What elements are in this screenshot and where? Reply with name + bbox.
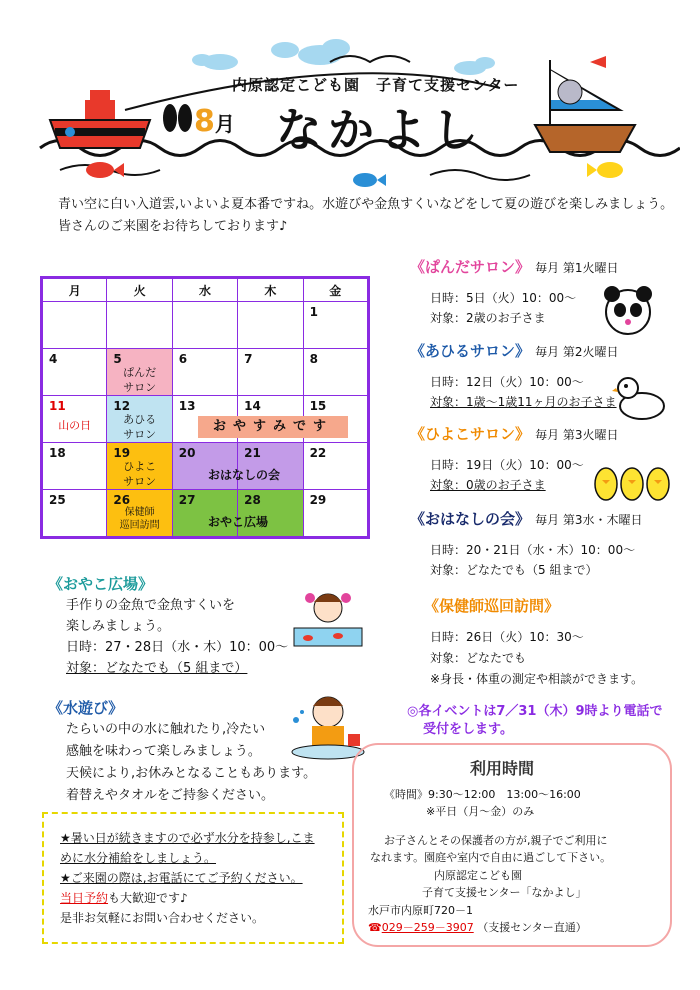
- oyako-calendar-label: おやこ広場: [208, 515, 269, 529]
- panda-salon-section: [410, 256, 690, 277]
- ohanashi-section: [410, 508, 690, 529]
- calendar-cell-holiday: [42, 396, 107, 443]
- usage-desc-2: なれます。園庭や室内で自由に過ごして下さい。: [370, 851, 612, 864]
- month-label: [194, 104, 235, 139]
- calendar-cell: [42, 443, 107, 490]
- hoken-target: 対象：どなたでも: [430, 651, 527, 665]
- hiyoko-salon-frequency: 毎月 第3火曜日: [535, 428, 619, 442]
- fish-icon: [86, 162, 124, 178]
- hoken-date: 日時：26日（火）10：30～: [430, 630, 584, 644]
- usage-title: 利用時間: [470, 759, 535, 778]
- calendar-week: [42, 302, 369, 349]
- day-number: 1: [309, 305, 318, 319]
- mizu-line-2: 感触を味わって楽しみましょう。: [66, 744, 261, 759]
- ohanashi-title: 《おはなしの会》: [410, 510, 531, 528]
- day-number: 19: [113, 446, 131, 460]
- day-number: 13: [178, 399, 196, 413]
- calendar-cell: [172, 349, 237, 396]
- usage-phone: 029－259－3907: [381, 921, 474, 934]
- ahiru-salon-title: 《あひるサロン》: [410, 342, 531, 360]
- oyako-target: 対象：どなたでも（5 組まで）: [66, 661, 248, 676]
- ohanashi-date: 日時：20・21日（水・木）10：00～: [430, 543, 636, 557]
- usage-phone-note: （支援センター直通）: [477, 921, 587, 934]
- day-number: 18: [49, 446, 66, 460]
- calendar-cell: [107, 302, 172, 349]
- calendar-cell-panda-salon: [107, 349, 172, 396]
- weekday-fri: 金: [303, 278, 368, 302]
- calendar-cell: [303, 349, 368, 396]
- mizu-line-3: 天候により,お休みとなることもあります。: [66, 766, 317, 781]
- weekday-mon: 月: [42, 278, 107, 302]
- month-number: 8: [194, 104, 215, 139]
- hiyoko-salon-section: [410, 423, 690, 444]
- calendar-cell: [303, 302, 368, 349]
- calendar-cell: [172, 302, 237, 349]
- calendar-cell: [42, 490, 107, 538]
- event-label: 保健師 巡回訪問: [119, 507, 160, 531]
- weekday-thu: 木: [238, 278, 303, 302]
- notice-line-4-rest: も大歓迎です♪: [108, 891, 188, 905]
- page-title: なかよし: [276, 103, 484, 157]
- ahiru-salon-date: 日時：12日（火）10：00～: [430, 375, 584, 389]
- day-number: 29: [309, 493, 327, 507]
- usage-desc-1: お子さんとその保護者の方が,親子でご利用に: [384, 834, 608, 847]
- day-number: 26: [113, 493, 131, 507]
- usage-days: ※平日（月～金）のみ: [426, 805, 535, 818]
- calendar-cell: [303, 443, 368, 490]
- ahiru-salon-frequency: 毎月 第2火曜日: [535, 345, 619, 359]
- day-number: 5: [113, 352, 122, 366]
- panda-salon-frequency: 毎月 第1火曜日: [535, 261, 619, 275]
- calendar-cell: [238, 349, 303, 396]
- usage-org-2: 子育て支援センター「なかよし」: [422, 886, 587, 899]
- hoken-note: ※身長・体重の測定や相談ができます。: [430, 672, 644, 686]
- goldfish-scooping-illustration: [288, 588, 368, 654]
- day-number: 28: [244, 493, 261, 507]
- calendar-cell: [303, 490, 368, 538]
- event-label: あひる サロン: [123, 413, 157, 441]
- panda-salon-date: 日時：5日（火）10：00～: [430, 291, 577, 305]
- calendar-cell: [42, 349, 107, 396]
- header-subtitle: 内原認定こども園 子育て支援センター: [232, 76, 520, 94]
- phone-icon: ☎: [368, 921, 382, 934]
- calendar-cell-hoken: [107, 490, 172, 538]
- day-number: 27: [178, 493, 196, 507]
- calendar-cell-hiyoko-salon: [107, 443, 172, 490]
- day-number: 4: [49, 352, 58, 366]
- bird-icon: [330, 56, 410, 62]
- oyako-line-2: 楽しみましょう。: [66, 619, 171, 634]
- usage-hours: 《時間》9:30～12:00 13:00～16:00: [384, 788, 581, 801]
- notice-line-3: ★ご来園の際は,お電話にてご予約ください。: [60, 871, 303, 885]
- panda-salon-target: 対象：2歳のお子さま: [430, 311, 546, 325]
- same-day-reservation: 当日予約: [60, 891, 109, 905]
- penguin-icon: [163, 104, 192, 132]
- mizu-title: 《水遊び》: [48, 699, 124, 717]
- notice-line-4: [60, 888, 315, 908]
- ohanashi-frequency: 毎月 第3水・木曜日: [535, 513, 643, 527]
- mizu-line-1: たらいの中の水に触れたり,冷たい: [66, 722, 266, 737]
- notice-line-5: 是非お気軽にお問い合わせください。: [60, 911, 265, 925]
- calendar-week: [42, 490, 369, 538]
- duck-icon: [612, 372, 668, 422]
- day-number: 12: [113, 399, 131, 413]
- ohanashi-target: 対象：どなたでも（5 組まで）: [430, 563, 598, 577]
- day-number: 20: [178, 446, 196, 460]
- cloud-icon: [271, 39, 350, 65]
- hoken-title: 《保健師巡回訪問》: [424, 597, 560, 615]
- day-number: 8: [309, 352, 318, 366]
- event-label: ぱんだ サロン: [123, 366, 157, 394]
- hiyoko-salon-title: 《ひよこサロン》: [410, 425, 531, 443]
- ship-icon: [50, 90, 150, 148]
- ahiru-salon-target: 対象：1歳～1歳11ヶ月のお子さま: [430, 395, 617, 409]
- calendar-week: [42, 443, 369, 490]
- calendar-header-row: [42, 278, 369, 302]
- day-number: 22: [309, 446, 327, 460]
- hiyoko-salon-date: 日時：19日（火）10：00～: [430, 458, 584, 472]
- panda-icon: [600, 282, 656, 338]
- ahiru-salon-section: [410, 340, 690, 361]
- calendar-week: [42, 349, 369, 396]
- reservation-note-line2: 受付をします。: [423, 722, 513, 737]
- day-number: 25: [49, 493, 66, 507]
- oyako-date: 日時：27・28日（水・木）10：00～: [66, 640, 289, 655]
- calendar-cell-ahiru-salon: [107, 396, 172, 443]
- usage-org-1: 内原認定こども園: [434, 869, 522, 882]
- weekday-tue: 火: [107, 278, 172, 302]
- day-number: 14: [244, 399, 261, 413]
- reservation-note: [407, 703, 663, 739]
- intro-text: 青い空に白い入道雲,いよいよ夏本番ですね。水遊びや金魚すくいなどをして夏の遊びを楽しみましょう。皆さんのご来園をお待ちしております♪: [58, 197, 674, 234]
- day-number: 11: [49, 399, 66, 413]
- holiday-banner: おやすみです: [198, 416, 348, 438]
- notice-text: [60, 828, 315, 928]
- sailboat-icon: [535, 56, 635, 152]
- chick-icon: [592, 460, 672, 504]
- day-number: 7: [244, 352, 253, 366]
- weekday-wed: 水: [172, 278, 237, 302]
- ohanashi-calendar-label: おはなしの会: [208, 468, 281, 482]
- day-number: 21: [244, 446, 261, 460]
- notice-line-1: ★暑い日が続きますので必ず水分を持参し,こま: [60, 831, 315, 845]
- day-number: 15: [309, 399, 327, 413]
- oyako-line-1: 手作りの金魚で金魚すくいを: [66, 598, 236, 613]
- calendar-cell: [42, 302, 107, 349]
- holiday-label: 山の日: [58, 419, 92, 432]
- notice-line-2: めに水分補給をしましょう。: [60, 851, 217, 865]
- panda-salon-title: 《ぱんだサロン》: [410, 258, 531, 276]
- month-unit: 月: [214, 112, 235, 136]
- hiyoko-salon-target: 対象：0歳のお子さま: [430, 478, 546, 492]
- calendar-cell: [238, 302, 303, 349]
- oyako-title: 《おやこ広場》: [48, 575, 154, 593]
- day-number: 6: [178, 352, 188, 366]
- usage-phone-row: [368, 919, 587, 936]
- reservation-note-line1: ◎各イベントは7／31（木）9時より電話で: [407, 704, 663, 719]
- calendar-table: [40, 276, 370, 539]
- usage-address: 水戸市内原町720－1: [368, 904, 473, 917]
- mizu-line-4: 着替えやタオルをご持参ください。: [66, 788, 275, 803]
- event-label: ひよこ サロン: [123, 460, 157, 488]
